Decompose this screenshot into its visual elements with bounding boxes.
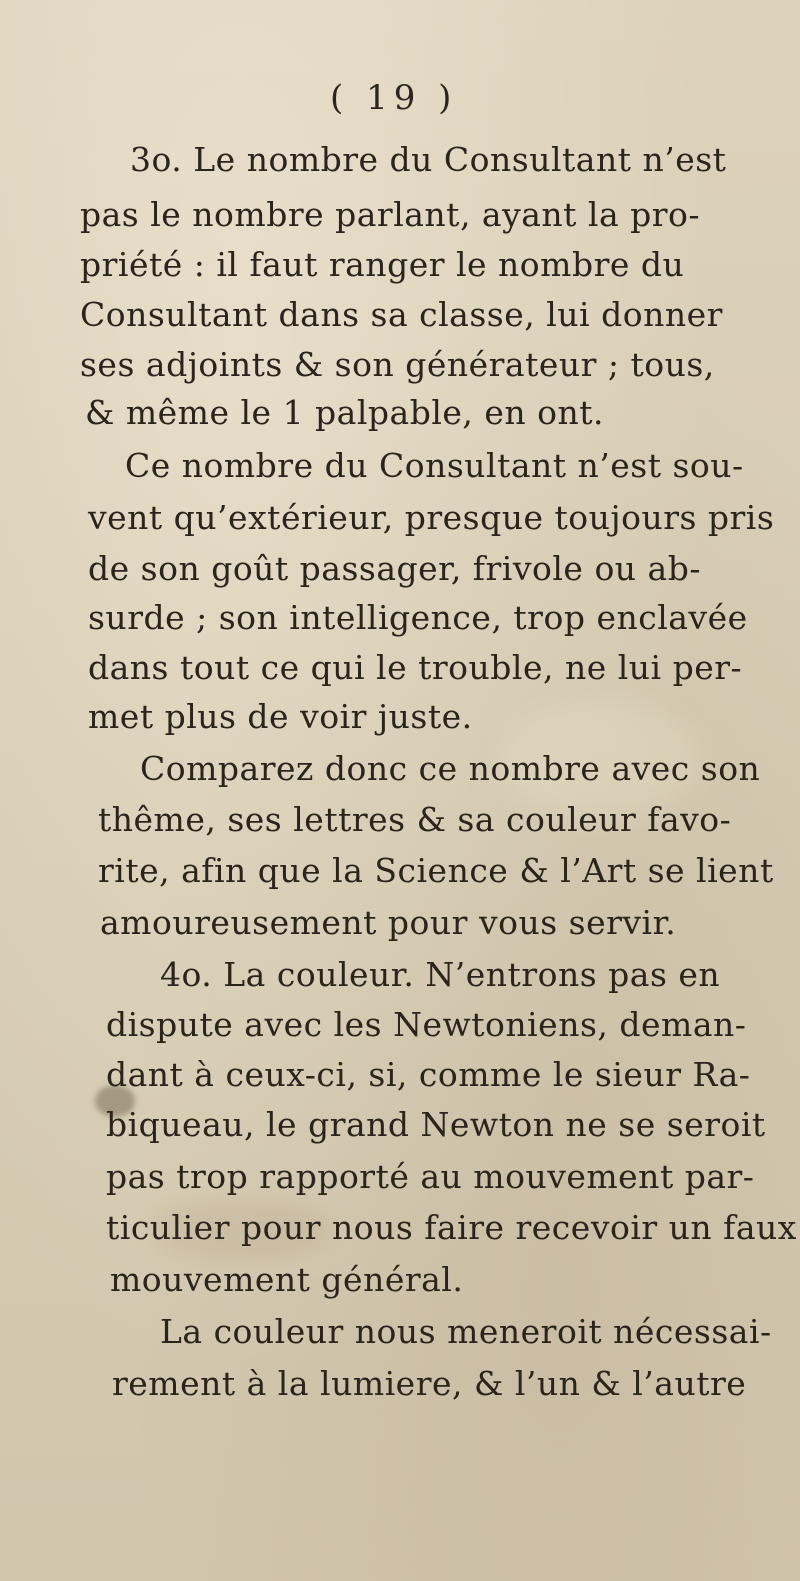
text-line: La couleur nous meneroit nécessai- (160, 1312, 772, 1351)
text-line: thême, ses lettres & sa couleur favo- (98, 800, 732, 839)
page-number: ( 19 ) (330, 78, 458, 118)
text-line: Ce nombre du Consultant n’est sou- (125, 446, 744, 485)
text-line: dans tout ce qui le trouble, ne lui per- (88, 648, 743, 687)
text-line: pas le nombre parlant, ayant la pro- (80, 195, 701, 234)
text-line: mouvement général. (110, 1260, 464, 1299)
text-line: de son goût passager, frivole ou ab- (88, 549, 701, 588)
text-line: ses adjoints & son générateur ; tous, (80, 345, 715, 384)
text-line: rite, afin que la Science & l’Art se lient (98, 851, 774, 890)
text-line: dispute avec les Newtoniens, deman- (106, 1005, 747, 1044)
text-line: amoureusement pour vous servir. (100, 903, 677, 942)
text-line: dant à ceux-ci, si, comme le sieur Ra- (106, 1055, 751, 1094)
text-line: 4o. La couleur. N’entrons pas en (160, 955, 721, 994)
text-line: ticulier pour nous faire recevoir un faux (106, 1208, 797, 1247)
text-line: priété : il faut ranger le nombre du (80, 245, 685, 284)
text-line: 3o. Le nombre du Consultant n’est (130, 140, 727, 179)
text-line: & même le 1 palpable, en ont. (85, 393, 605, 432)
text-line: rement à la lumiere, & l’un & l’autre (112, 1364, 747, 1403)
text-line: Comparez donc ce nombre avec son (140, 749, 761, 788)
text-line: surde ; son intelligence, trop enclavée (88, 598, 748, 637)
text-line: vent qu’extérieur, presque toujours pris (88, 498, 775, 537)
text-line: biqueau, le grand Newton ne se seroit (106, 1105, 766, 1144)
text-line: pas trop rapporté au mouvement par- (106, 1157, 755, 1196)
text-line: met plus de voir juste. (88, 697, 473, 736)
text-line: Consultant dans sa classe, lui donner (80, 295, 723, 334)
